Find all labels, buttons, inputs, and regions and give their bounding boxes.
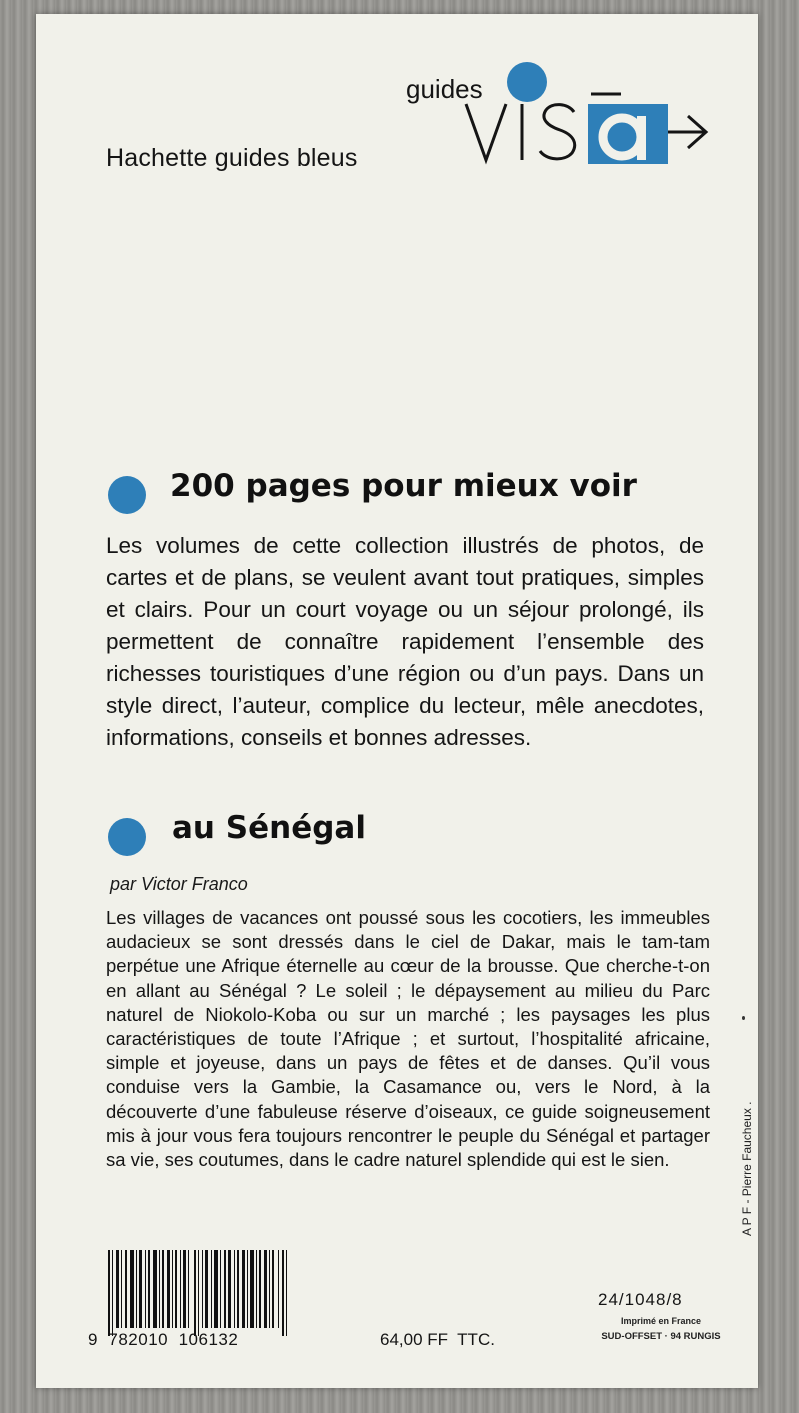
isbn-number: 9 782010 106132 — [88, 1330, 239, 1349]
collection-description: Les volumes de cette collection illustrés de photos, de cartes et de plans, se veulent avant tout pratiques, simples et clairs. Pour un court voyage ou un séjour prolongé, ils permettent de connaître rapidement l’ensemble des richesses touristiques d’une région ou d’un pays. Dans un style direct, l’auteur, complice du lecteur, mêle anecdotes, informations, conseils et bonnes adresses. — [106, 533, 704, 750]
book-title: au Sénégal — [172, 810, 366, 846]
price-label: 64,00 FF TTC. — [380, 1330, 495, 1349]
barcode-icon — [108, 1250, 292, 1336]
design-credit: A P F - Pierre Faucheux . — [740, 1101, 754, 1236]
print-mark — [742, 1016, 745, 1020]
visa-logo — [456, 88, 716, 168]
section-heading: 200 pages pour mieux voir — [170, 468, 637, 504]
author-line: par Victor Franco — [110, 874, 248, 894]
book-description: Les villages de vacances ont poussé sous les cocotiers, les immeubles audacieux se sont dressés dans le ciel de Dakar, mais le tam-tam perpétue une Afrique éternelle au cœur de la brousse. Que cherche-t-on en allant au Sénégal ? Le soleil ; le dépaysement au milieu du Parc naturel de Niokolo-Koba ou sur un marché ; les paysages les plus caractéristiques de toute l’Afrique ; et surtout, l’hospitalité africaine, simple et joyeuse, dans un pays de fêtes et de danses. Qu’il vous conduise vers la Gambie, la Casamance ou, vers le Nord, à la découverte d’une fabuleuse réserve d’oiseaux, ce guide soigneusement mis à jour vous fera toujours rencontrer le peuple du Sénégal et partager sa vie, ses coutumes, dans le cadre naturel splendide qui est le sien. — [106, 907, 710, 1171]
publisher-name: Hachette guides bleus — [106, 144, 358, 172]
printer-label: SUD-OFFSET · 94 RUNGIS — [601, 1331, 721, 1342]
printed-in-label: Imprimé en France — [620, 1316, 702, 1326]
reference-code: 24/1048/8 — [598, 1290, 683, 1309]
series-label: guides — [406, 74, 483, 104]
section-bullet-icon — [108, 818, 146, 856]
section-bullet-icon — [108, 476, 146, 514]
book-back-cover — [36, 14, 758, 1388]
